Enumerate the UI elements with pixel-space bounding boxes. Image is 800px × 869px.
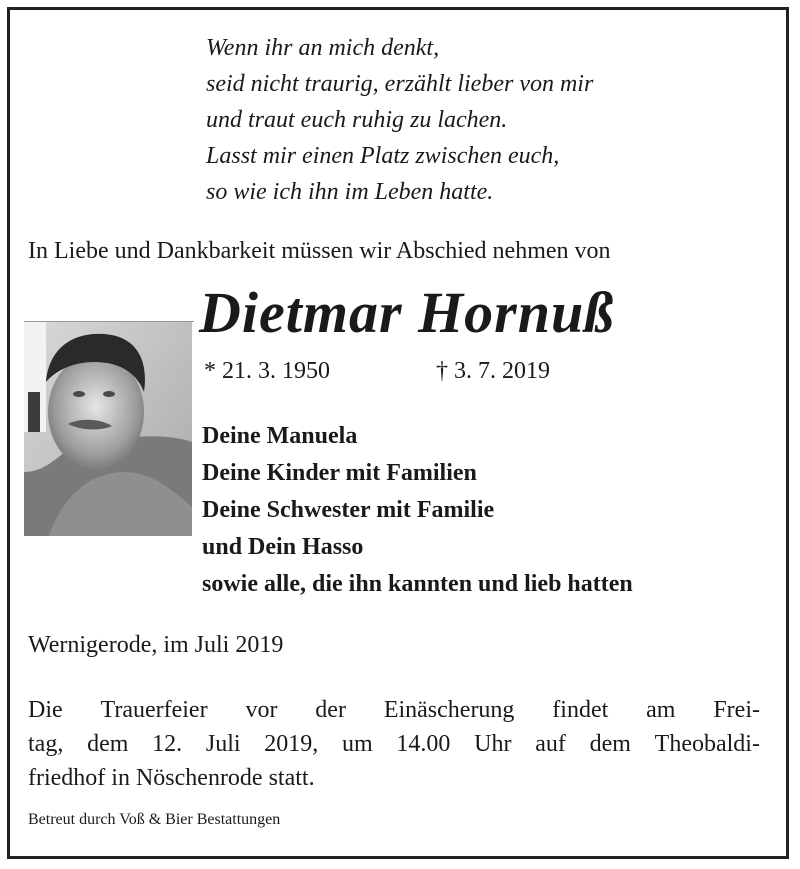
poem-line: Wenn ihr an mich denkt, <box>206 35 440 61</box>
word: Die <box>28 697 63 723</box>
word: Theobaldi- <box>654 731 760 757</box>
poem-line: Lasst mir einen Platz zwischen euch, <box>206 143 560 169</box>
death-date: † 3. 7. 2019 <box>436 358 550 384</box>
poem-line: und traut euch ruhig zu lachen. <box>206 107 508 133</box>
undertaker-note: Betreut durch Voß & Bier Bestattungen <box>28 811 281 828</box>
poem-line: so wie ich ihn im Leben hatte. <box>206 179 494 205</box>
word: Trauerfeier <box>100 697 208 723</box>
word: findet <box>552 697 609 723</box>
word: tag, <box>28 731 64 757</box>
ceremony-line-3: friedhof in Nöschenrode statt. <box>28 765 315 791</box>
word: um <box>342 731 373 757</box>
mourner-line: und Dein Hasso <box>202 534 364 560</box>
birth-date: * 21. 3. 1950 <box>204 358 330 384</box>
mourner-line: Deine Kinder mit Familien <box>202 460 477 486</box>
word: Frei- <box>713 697 760 723</box>
intro-text: In Liebe und Dankbarkeit müssen wir Abschied nehmen von <box>28 238 611 264</box>
ceremony-line-1 <box>28 693 760 727</box>
mourners-list <box>202 418 772 603</box>
portrait-photo <box>24 322 192 536</box>
word: vor <box>245 697 278 723</box>
word: Uhr <box>474 731 512 757</box>
word: 12. <box>152 731 183 757</box>
place-date: Wernigerode, im Juli 2019 <box>28 632 284 658</box>
ceremony-notice <box>28 693 760 795</box>
word: Einäscherung <box>383 697 515 723</box>
word: der <box>315 697 346 723</box>
word: Juli <box>205 731 241 757</box>
poem-line: seid nicht traurig, erzählt lieber von mir <box>206 71 594 97</box>
deceased-name: Dietmar Hornuß <box>199 280 615 345</box>
word: am <box>646 697 676 723</box>
ceremony-line-2 <box>28 727 760 761</box>
word: 2019, <box>264 731 319 757</box>
word: dem <box>589 731 631 757</box>
poem <box>206 30 726 210</box>
word: auf <box>535 731 566 757</box>
word: 14.00 <box>396 731 451 757</box>
word: dem <box>87 731 129 757</box>
mourner-line: Deine Schwester mit Familie <box>202 497 495 523</box>
mourner-line: sowie alle, die ihn kannten und lieb hatten <box>202 571 633 597</box>
mourner-line: Deine Manuela <box>202 423 358 449</box>
